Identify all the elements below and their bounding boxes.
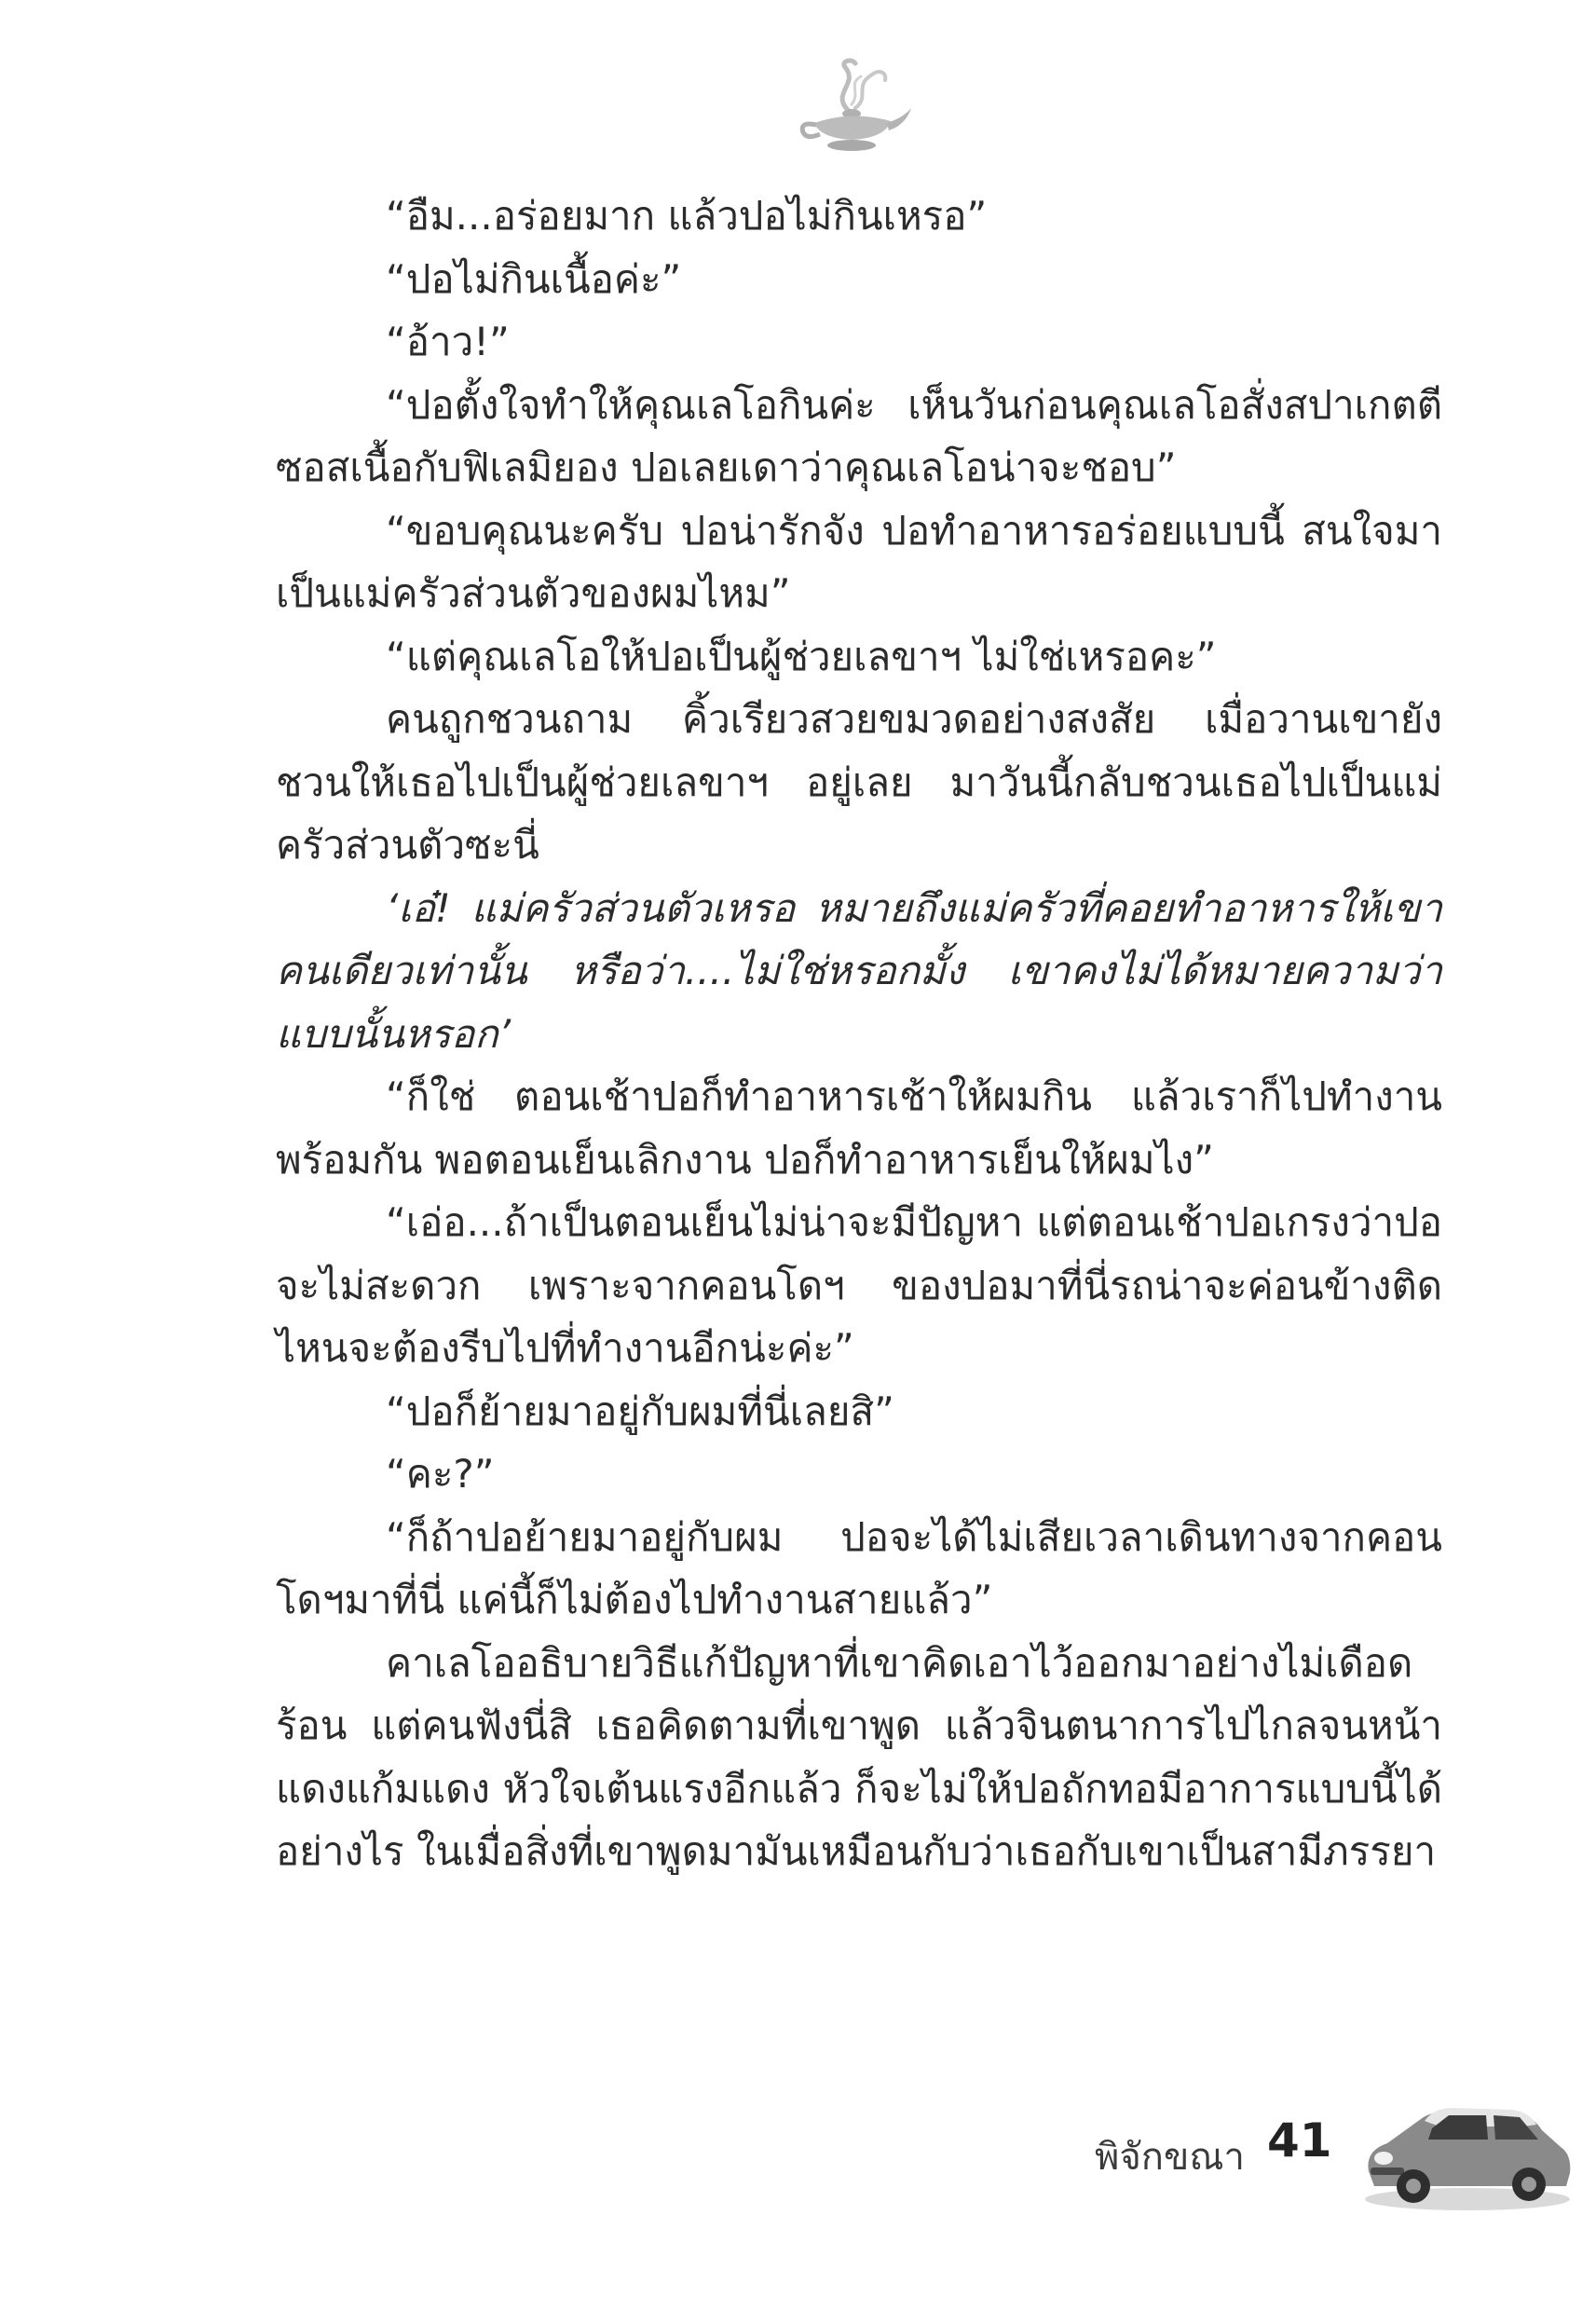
body-text <box>276 185 1442 1883</box>
paragraph: “ปอก็ย้ายมาอยู่กับผมที่นี่เลยสิ” <box>386 1388 894 1434</box>
inner-thought-paragraph: ‘เอ๋! แม่ครัวส่วนตัวเหรอ หมายถึงแม่ครัวที่คอยทำอาหารให้เขาคนเดียวเท่านั้น หรือว่า....ไม่ใช่หรอกมั้ง เขาคงไม่ได้หมายความว่าแบบนั้นหรอก’ <box>276 884 1442 1057</box>
book-title: พิจักขณา <box>1095 2136 1245 2179</box>
paragraph: “ก็ใช่ ตอนเช้าปอก็ทำอาหารเช้าให้ผมกิน แล้วเราก็ไปทำงานพร้อมกัน พอตอนเย็นเลิกงาน ปอก็ทำอาหารเย็นให้ผมไง” <box>276 1073 1442 1183</box>
paragraph: “คะ?” <box>386 1451 495 1497</box>
paragraph: “ปอไม่กินเนื้อค่ะ” <box>386 255 682 302</box>
paragraph: คนถูกชวนถาม คิ้วเรียวสวยขมวดอย่างสงสัย เมื่อวานเขายังชวนให้เธอไปเป็นผู้ช่วยเลขาฯ อยู่เลย มาวันนี้กลับชวนเธอไปเป็นแม่ครัวส่วนตัวซะนี่ <box>276 696 1442 868</box>
paragraph: “อืม...อร่อยมาก แล้วปอไม่กินเหรอ” <box>386 193 988 239</box>
car-icon <box>1356 2085 1579 2216</box>
magic-lamp-icon <box>794 56 915 158</box>
paragraph: “ขอบคุณนะครับ ปอน่ารักจัง ปอทำอาหารอร่อยแบบนี้ สนใจมาเป็นแม่ครัวส่วนตัวของผมไหม” <box>276 507 1442 616</box>
paragraph: “แต่คุณเลโอให้ปอเป็นผู้ช่วยเลขาฯ ไม่ใช่เหรอคะ” <box>386 633 1217 679</box>
paragraph: “เอ่อ...ถ้าเป็นตอนเย็นไม่น่าจะมีปัญหา แต่ตอนเช้าปอเกรงว่าปอจะไม่สะดวก เพราะจากคอนโดฯ ของปอมาที่นี่รถน่าจะค่อนข้างติด ไหนจะต้องรีบไปที่ทำงานอีกน่ะค่ะ” <box>276 1199 1442 1371</box>
paragraph: คาเลโออธิบายวิธีแก้ปัญหาที่เขาคิดเอาไว้ออกมาอย่างไม่เดือดร้อน แต่คนฟังนี่สิ เธอคิดตามที่เขาพูด แล้วจินตนาการไปไกลจนหน้าแดงแก้มแดง หัวใจเต้นแรงอีกแล้ว ก็จะไม่ให้ปอถักทอมีอาการแบบนี้ได้อย่างไร ในเมื่อสิ่งที่เขาพูดมามันเหมือนกับว่าเธอกับเขาเป็นสามีภรรยา <box>276 1639 1442 1874</box>
page-number: 41 <box>1267 2113 1332 2167</box>
paragraph: “ก็ถ้าปอย้ายมาอยู่กับผม ปอจะได้ไม่เสียเวลาเดินทางจากคอนโดฯมาที่นี่ แค่นี้ก็ไม่ต้องไปทำงานสายแล้ว” <box>276 1513 1442 1622</box>
paragraph: “ปอตั้งใจทำให้คุณเลโอกินค่ะ เห็นวันก่อนคุณเลโอสั่งสปาเกตตีซอสเนื้อกับฟิเลมิยอง ปอเลยเดาว่าคุณเลโอน่าจะชอบ” <box>276 381 1442 490</box>
paragraph: “อ้าว!” <box>386 319 510 364</box>
